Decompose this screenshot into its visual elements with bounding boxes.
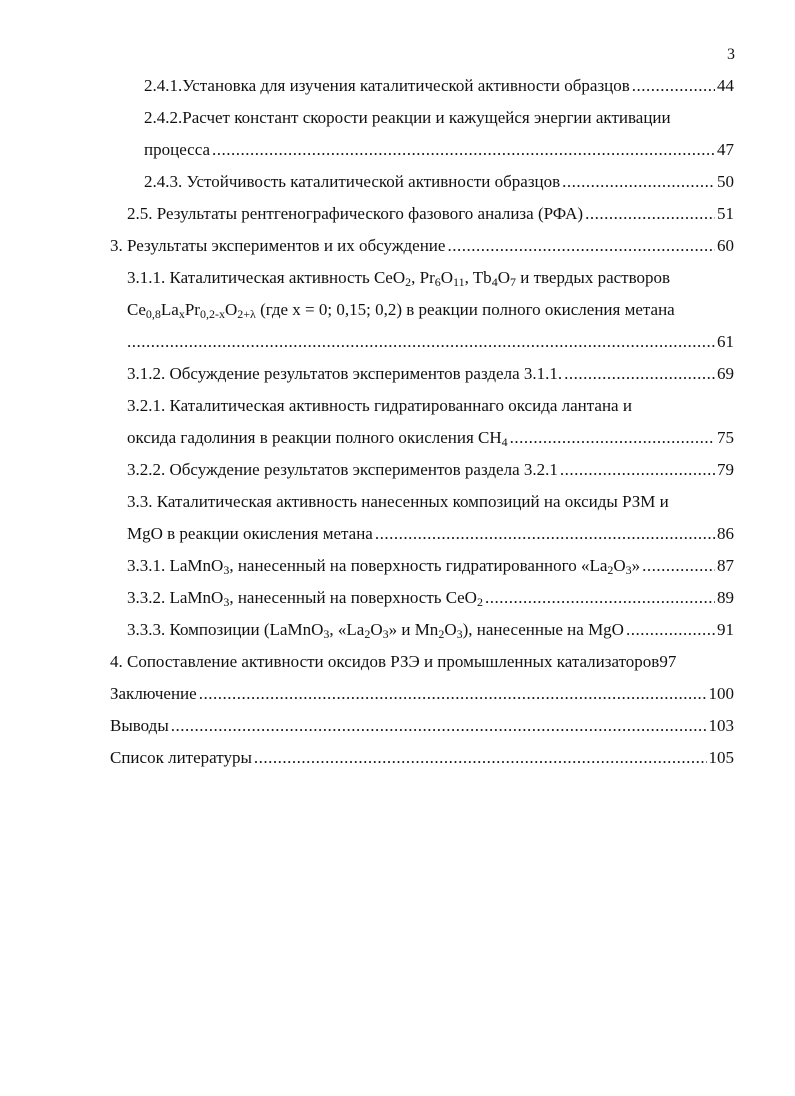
toc-entry-3-3-2 [127, 586, 734, 610]
text-part: оксида гадолиния в реакции полного окисления CH [127, 428, 502, 447]
text-part: 3.3.3. Композиции (LaMnO [127, 620, 324, 639]
toc-title: Список литературы [110, 748, 252, 767]
toc-leader-dots [642, 554, 715, 578]
toc-entry-2-5 [127, 202, 734, 226]
subscript: 0,8 [145, 307, 161, 321]
toc-entry-3-1-1-line1 [127, 266, 670, 290]
toc-entry-2-4-3 [144, 170, 734, 194]
toc-leader-dots [254, 746, 707, 770]
subscript: 3 [382, 627, 389, 641]
text-part: 3.3.2. LaMnO [127, 588, 224, 607]
toc-leader-dots [564, 362, 715, 386]
text-part: Ce [127, 300, 146, 319]
toc-entry-2-4-2-line1: 2.4.2.Расчет констант скорости реакции и кажущейся энергии активации [144, 108, 671, 127]
toc-entry-2-4-2 [144, 138, 734, 162]
toc-page: 50 [717, 172, 734, 191]
toc-entry-4 [110, 650, 734, 674]
text-part: O [224, 300, 238, 319]
toc-title: Выводы [110, 716, 169, 735]
toc-title: 2.4.1.Установка для изучения каталитической активности образцов [144, 76, 630, 95]
toc-page: 86 [717, 524, 734, 543]
toc-entry-conclusion [110, 682, 734, 706]
toc-title: 3.1.2. Обсуждение результатов экспериментов раздела 3.1.1. [127, 364, 563, 383]
subscript: 2 [438, 627, 445, 641]
toc-title [127, 586, 483, 610]
toc-title: 2.4.3. Устойчивость каталитической активности образцов [144, 172, 561, 191]
toc-page: 91 [717, 620, 734, 639]
toc-title: 2.5. Результаты рентгенографического фазового анализа (РФА) [127, 204, 584, 223]
toc-entry-2-4-1 [144, 74, 734, 98]
toc-entry-3-1-2 [127, 362, 734, 386]
toc-page: 100 [708, 684, 734, 703]
subscript: 4 [491, 275, 498, 289]
toc-leader-dots [171, 714, 707, 738]
toc-page: 87 [717, 556, 734, 575]
subscript: 2+λ [237, 307, 256, 321]
toc-page: 97 [659, 652, 677, 671]
text-part: , нанесенный на поверхность гидратированного «La [229, 556, 608, 575]
toc-page: 89 [717, 588, 734, 607]
text-part: O [444, 620, 457, 639]
subscript: 3 [323, 627, 330, 641]
toc-title [127, 426, 508, 450]
toc-entry-3-3-1 [127, 554, 734, 578]
toc-entry-3-1-1 [127, 330, 734, 354]
toc-entry-3-2-1-line1: 3.2.1. Каталитическая активность гидратированнаго оксида лантана и [127, 396, 632, 415]
subscript: 2 [405, 275, 412, 289]
subscript: 0,2-x [199, 307, 225, 321]
toc-title [127, 554, 640, 578]
toc-leader-dots [510, 426, 715, 450]
toc-leader-dots [585, 202, 715, 226]
toc-title: MgO в реакции окисления метана [127, 524, 373, 543]
text-part: ), нанесенные на MgO [462, 620, 624, 639]
toc-page: 61 [717, 332, 734, 351]
text-part: O [370, 620, 383, 639]
toc-leader-dots [560, 458, 715, 482]
text-part: » [631, 556, 641, 575]
toc-entry-3-2-1 [127, 426, 734, 450]
subscript: 2 [607, 563, 614, 577]
subscript: x [178, 307, 185, 321]
subscript: 7 [509, 275, 516, 289]
toc-page: 103 [708, 716, 734, 735]
text-part: O [613, 556, 626, 575]
toc-entry-3-3 [127, 522, 734, 546]
toc-entry-3-3-3 [127, 618, 734, 642]
subscript: 6 [434, 275, 441, 289]
text-part: 3.3.1. LaMnO [127, 556, 224, 575]
toc-leader-dots [485, 586, 715, 610]
toc-title: процесса [144, 140, 211, 159]
subscript: 11 [453, 275, 465, 289]
text-part: » и Mn [388, 620, 439, 639]
subscript: 3 [625, 563, 632, 577]
subscript: 3 [456, 627, 463, 641]
toc-page: 79 [717, 460, 734, 479]
toc-entry-3-2-2 [127, 458, 734, 482]
toc-page: 60 [717, 236, 734, 255]
toc-title: 4. Сопоставление активности оксидов РЗЭ и промышленных катализаторов [110, 652, 660, 671]
toc-leader-dots [626, 618, 715, 642]
text-part: 3.1.1. Каталитическая активность CeO [127, 268, 406, 287]
toc-leader-dots [212, 138, 715, 162]
toc-leader-dots [562, 170, 715, 194]
toc-page: 75 [717, 428, 734, 447]
toc-entry-3-3-line1: 3.3. Каталитическая активность нанесенных композиций на оксиды РЗМ и [127, 492, 669, 511]
page-number: 3 [727, 46, 735, 63]
text-part: , Pr [411, 268, 435, 287]
subscript: 3 [223, 595, 230, 609]
text-part: O [497, 268, 510, 287]
subscript: 3 [223, 563, 230, 577]
toc-leader-dots [447, 234, 715, 258]
toc-page: 51 [717, 204, 734, 223]
toc-leader-dots [199, 682, 707, 706]
toc-page: 105 [708, 748, 734, 767]
text-part: , нанесенный на поверхность CeO [229, 588, 477, 607]
text-part: Pr [184, 300, 200, 319]
toc-title: 3. Результаты экспериментов и их обсуждение [110, 236, 446, 255]
toc-entry-references [110, 746, 734, 770]
toc-entry-3 [110, 234, 734, 258]
subscript: 4 [501, 435, 508, 449]
text-part: (где x = 0; 0,15; 0,2) в реакции полного окисления метана [255, 300, 675, 319]
toc-leader-dots [632, 74, 715, 98]
toc-page: 69 [717, 364, 734, 383]
subscript: 2 [364, 627, 371, 641]
subscript: 2 [476, 595, 483, 609]
text-part: и твердых растворов [515, 268, 671, 287]
toc-entry-findings [110, 714, 734, 738]
toc-page: 47 [717, 140, 734, 159]
toc-entry-3-1-1-line2 [127, 298, 675, 322]
toc-page: 44 [717, 76, 734, 95]
text-part: O [440, 268, 454, 287]
toc-title [127, 618, 624, 642]
toc-leader-dots [127, 330, 715, 354]
text-part: , Tb [464, 268, 492, 287]
text-part: La [160, 300, 179, 319]
toc-title: Заключение [110, 684, 197, 703]
toc-title: 3.2.2. Обсуждение результатов экспериментов раздела 3.2.1 [127, 460, 558, 479]
toc-leader-dots [375, 522, 715, 546]
text-part: , «La [329, 620, 365, 639]
